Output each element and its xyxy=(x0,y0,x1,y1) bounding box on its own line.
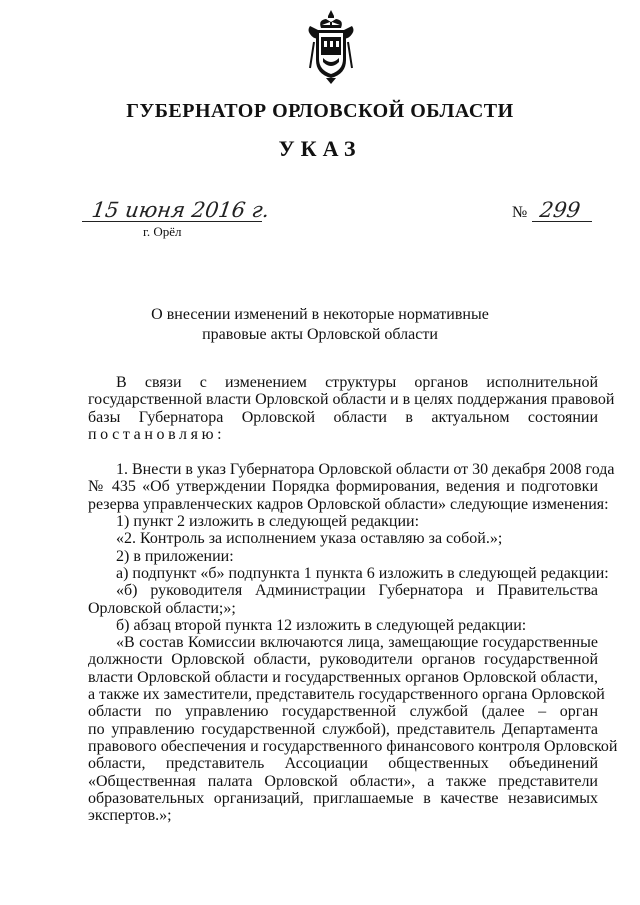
paragraph-line: базы Губернатора Орловской области в актуальном состоянии xyxy=(88,408,598,426)
paragraph-line: резерва управленческих кадров Орловской области» следующие изменения: xyxy=(88,495,609,513)
paragraph-line: образовательных организаций, приглашаемые в качестве независимых xyxy=(88,789,598,807)
subject-line: правовые акты Орловской области xyxy=(202,326,438,343)
document-type: УКАЗ xyxy=(278,136,362,161)
paragraph-line: «б) руководителя Администрации Губернатора и Правительства xyxy=(116,582,598,600)
paragraph-line: постановляю: xyxy=(88,425,226,443)
paragraph-line: по управлению государственной службой), представитель Департамента xyxy=(88,720,598,738)
paragraph-line: а также их заместители, представитель государственного органа Орловской xyxy=(88,686,605,704)
decree-body xyxy=(88,374,618,825)
paragraph-line: государственной власти Орловской области и в целях поддержания правовой xyxy=(88,391,615,409)
issuer-title: ГУБЕРНАТОР ОРЛОВСКОЙ ОБЛАСТИ xyxy=(126,100,514,122)
list-item: 2) в приложении: xyxy=(116,547,234,565)
paragraph-line: области, представитель Ассоциации общественных объединений xyxy=(88,755,598,773)
handwritten-date: 15 июня 2016 г. xyxy=(90,198,271,222)
paragraph-line: области по управлению государственной службой (далее – орган xyxy=(88,703,598,721)
decree-subject xyxy=(0,305,640,345)
paragraph-line: № 435 «Об утверждении Порядка формирования, ведения и подготовки xyxy=(88,478,598,496)
list-item: б) абзац второй пункта 12 изложить в следующей редакции: xyxy=(116,616,527,634)
paragraph-line: «Общественная палата Орловской области», а также представители xyxy=(88,772,598,790)
paragraph-line: должности Орловской области, руководители органов государственной xyxy=(88,651,598,669)
number-label: № xyxy=(512,204,528,221)
paragraph-line: «В состав Комиссии включаются лица, замещающие государственные xyxy=(116,634,598,652)
paragraph-line: правового обеспечения и государственного финансового контроля Орловской xyxy=(88,737,618,755)
paragraph-line: экспертов.»; xyxy=(88,807,172,825)
list-item: «2. Контроль за исполнением указа оставляю за собой.»; xyxy=(116,530,503,548)
city: г. Орёл xyxy=(143,224,182,239)
number-underline xyxy=(532,221,592,222)
paragraph-line: Орловской области;»; xyxy=(88,599,236,617)
paragraph-line: 1. Внести в указ Губернатора Орловской области от 30 декабря 2008 года xyxy=(116,461,615,479)
paragraph-line: В связи с изменением структуры органов исполнительной xyxy=(116,374,598,391)
date-underline xyxy=(82,221,262,222)
subject-line: О внесении изменений в некоторые нормативные xyxy=(151,306,489,323)
orel-oblast-coat-of-arms-icon xyxy=(306,8,356,86)
list-item: 1) пункт 2 изложить в следующей редакции: xyxy=(116,513,420,531)
list-item: а) подпункт «б» подпункта 1 пункта 6 изложить в следующей редакции: xyxy=(116,564,609,582)
handwritten-number: 299 xyxy=(538,198,582,222)
paragraph-line: власти Орловской области и государственных органов Орловской области, xyxy=(88,668,598,686)
